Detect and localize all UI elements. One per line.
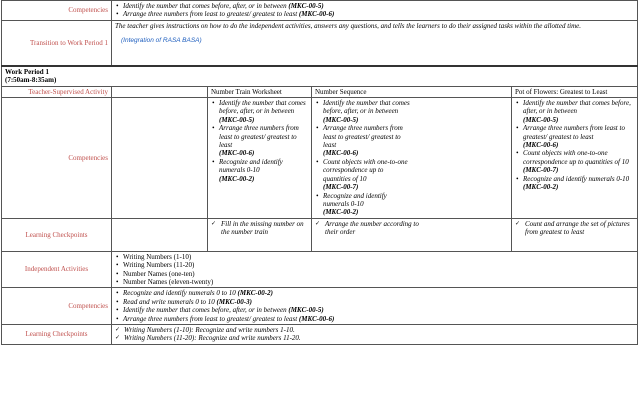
empty-cell: [112, 86, 208, 97]
independent-item: • Number Names (eleven-twenty): [115, 278, 634, 286]
competencies-col1: [208, 98, 312, 219]
checkpoint-item: ✓ Arrange the number according to their order: [315, 220, 421, 237]
independent-row: [2, 251, 638, 288]
independent-item: • Writing Numbers (1-10): [115, 253, 634, 261]
competencies-bottom-content: [112, 288, 638, 325]
checkpoints-mid-row: [2, 218, 638, 251]
competencies-mid-row: [2, 98, 638, 219]
work-period-title: Work Period 1: [5, 67, 49, 76]
activity-number-train: Number Train Worksheet: [208, 86, 312, 97]
empty-cell: [112, 218, 208, 251]
checkpoint-item: ✓ Fill in the missing number on the number train: [211, 220, 308, 237]
work-period-row: [2, 66, 638, 86]
checkpoint-col3: [512, 218, 638, 251]
checkpoints-bottom-row: [2, 324, 638, 344]
competency-item: • Recognize and identify numerals 0-10 (MKC-00-2): [315, 192, 411, 217]
empty-cell: [112, 98, 208, 219]
competency-item: • Arrange three numbers from least to greatest/ greatest to least (MKC-00-6): [515, 124, 634, 149]
competency-item: • Identify the number that comes before, after, or in between (MKC-00-5): [211, 99, 308, 124]
teacher-supervised-label: Teacher-Supervised Activity: [2, 86, 112, 97]
work-period-time: (7:50am-8:35am): [5, 76, 57, 85]
work-period-heading: [2, 66, 638, 86]
competencies-col2: [312, 98, 512, 219]
competencies-bottom-label: Competencies: [2, 288, 112, 325]
competencies-bottom-row: [2, 288, 638, 325]
checkpoints-bottom-label: Learning Checkpoints: [2, 324, 112, 344]
checkpoint-item: ✓ Writing Numbers (1-10): Recognize and write numbers 1-10.: [115, 326, 634, 334]
independent-label: Independent Activities: [2, 251, 112, 288]
activity-number-sequence: Number Sequence: [312, 86, 512, 97]
checkpoint-col1: [208, 218, 312, 251]
transition-content: [112, 20, 638, 66]
transition-text: The teacher gives instructions on how to do the independent activities, answers any questions, and tells the learners to do their assigned tasks within the allotted time.: [115, 21, 582, 30]
integration-note: (Integration of RASA BASA): [121, 37, 202, 45]
competency-item: • Recognize and identify numerals 0-10 (MKC-00-2): [211, 158, 308, 183]
independent-item: • Writing Numbers (11-20): [115, 261, 634, 269]
checkpoint-item: ✓ Writing Numbers (11-20): Recognize and write numbers 11-20.: [115, 334, 634, 342]
competency-item: • Count objects with one-to-one correspondence up to quantities of 10 (MKC-00-7): [315, 158, 411, 192]
teacher-supervised-row: [2, 86, 638, 97]
lesson-plan-table: [1, 0, 638, 345]
competency-item: • Recognize and identify numerals 0-10 (MKC-00-2): [515, 175, 634, 192]
competency-item: • Recognize and identify numerals 0 to 10 (MKC-00-2): [115, 289, 634, 297]
competency-item: • Read and write numerals 0 to 10 (MKC-00-3): [115, 298, 634, 306]
activity-pot-of-flowers: Pot of Flowers: Greatest to Least: [512, 86, 638, 97]
competency-item: • Identify the number that comes before, after, or in between (MKC-00-5): [115, 2, 634, 10]
competencies-col3: [512, 98, 638, 219]
competency-item: • Count objects with one-to-one correspondence up to quantities of 10 (MKC-00-7): [515, 149, 634, 174]
competencies-top-row: [2, 1, 638, 21]
competencies-mid-label: Competencies: [2, 98, 112, 219]
checkpoints-mid-label: Learning Checkpoints: [2, 218, 112, 251]
independent-item: • Number Names (one-ten): [115, 270, 634, 278]
checkpoint-col2: [312, 218, 512, 251]
competency-item: • Arrange three numbers from least to greatest/ greatest to least (MKC-00-6): [315, 124, 411, 158]
competency-item: • Arrange three numbers from least to greatest/ greatest to least (MKC-00-6): [115, 10, 634, 18]
checkpoint-item: ✓ Count and arrange the set of pictures from greatest to least: [515, 220, 634, 237]
transition-row: [2, 20, 638, 66]
competencies-top-label: Competencies: [2, 1, 112, 21]
independent-content: [112, 251, 638, 288]
competency-item: • Arrange three numbers from least to greatest/ greatest to least (MKC-00-6): [211, 124, 308, 158]
competencies-top-content: [112, 1, 638, 21]
competency-item: • Identify the number that comes before, after, or in between (MKC-00-5): [515, 99, 634, 124]
competency-item: • Identify the number that comes before, after, or in between (MKC-00-5): [315, 99, 411, 124]
checkpoints-bottom-content: [112, 324, 638, 344]
transition-label: Transition to Work Period 1: [2, 20, 112, 66]
competency-item: • Identify the number that comes before, after, or in between (MKC-00-5): [115, 306, 634, 314]
competency-item: • Arrange three numbers from least to greatest/ greatest to least (MKC-00-6): [115, 315, 634, 323]
